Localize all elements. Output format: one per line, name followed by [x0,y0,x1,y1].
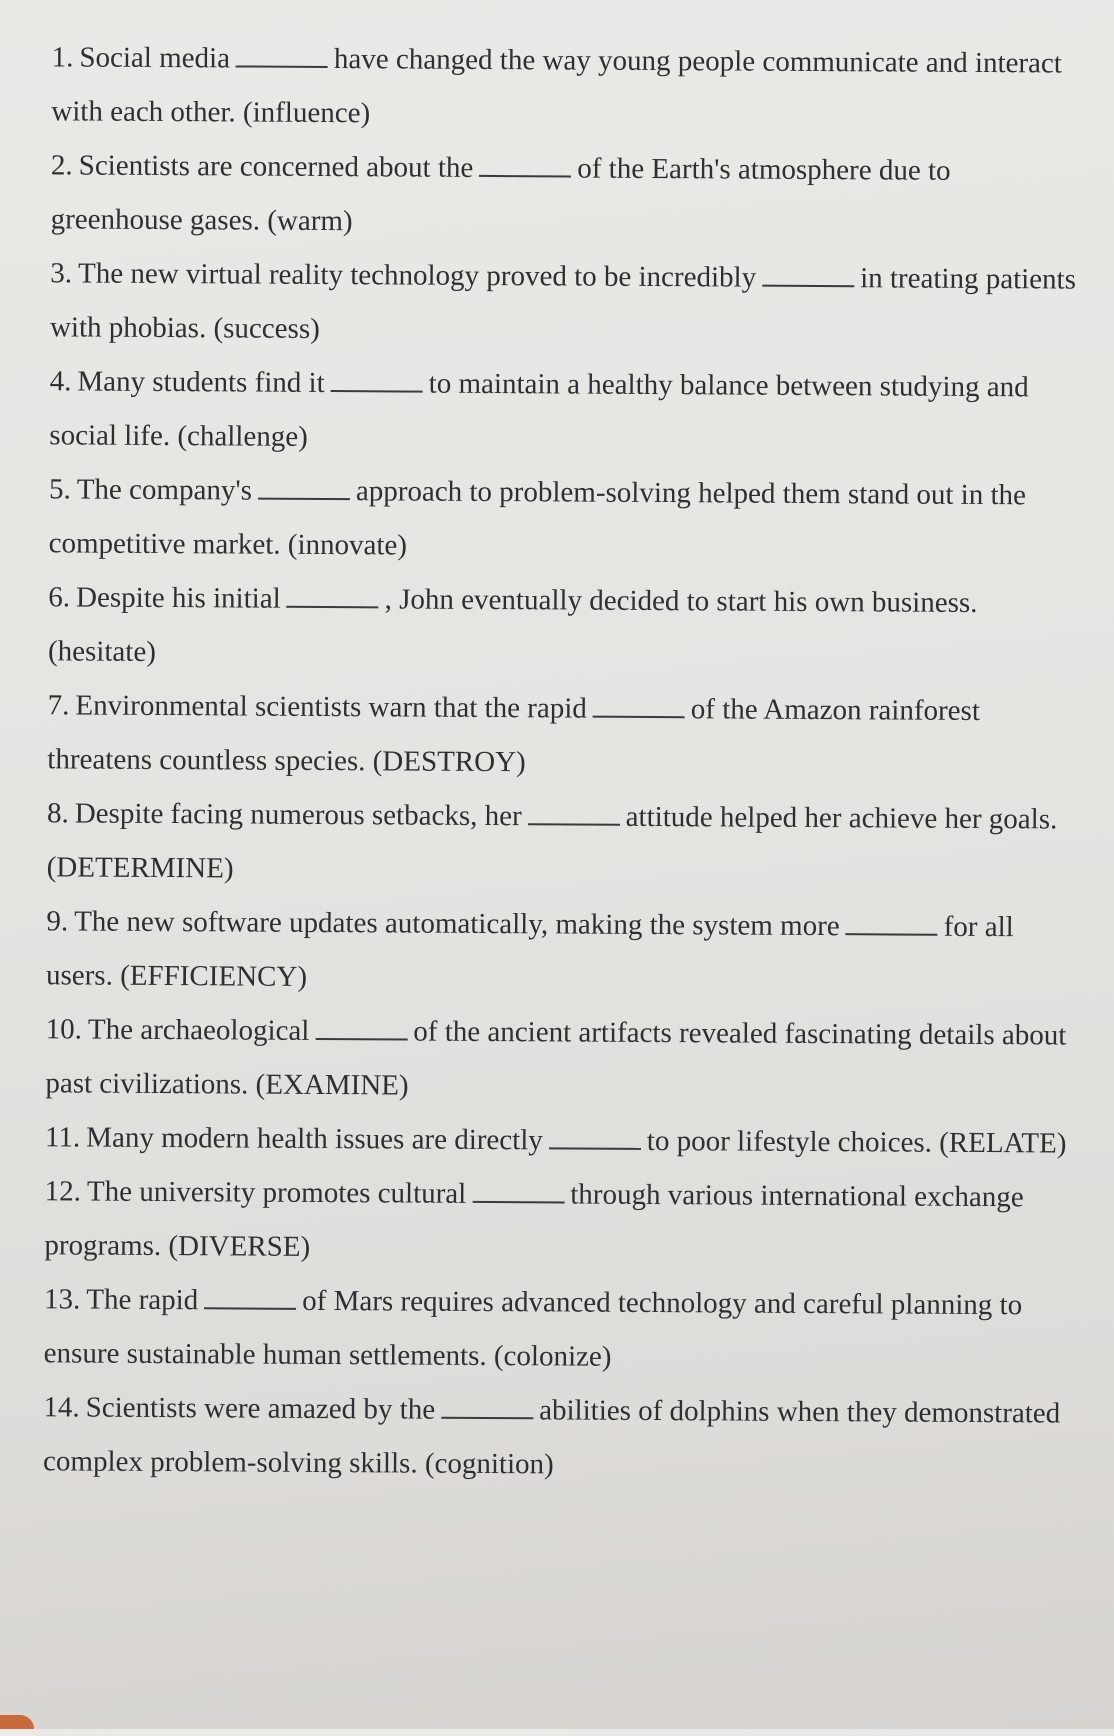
answer-blank [762,285,854,288]
answer-blank [472,1201,564,1204]
item-number: 14. [43,1391,80,1424]
item-number: 3. [50,257,73,290]
sentence-start: Scientists are concerned about the [78,149,474,184]
item-number: 9. [46,905,69,938]
sentence-end: abilities of dolphins when they demonstrated complex problem-solving skills. [42,1394,1061,1480]
exercise-item-13 [44,1272,1077,1386]
item-number: 12. [44,1175,82,1208]
sentence-end: of the Amazon rainforest threatens countless species. [47,693,981,778]
answer-blank [846,933,938,936]
sentence-start: Despite facing numerous setbacks, her [74,797,522,833]
exercise-item-5 [49,462,1082,576]
sentence-start: The new software updates automatically, making the system more [74,905,840,943]
answer-blank [441,1417,533,1420]
sentence-start: Many modern health issues are directly [86,1121,543,1157]
exercise-item-9 [46,894,1079,1008]
root-word: (warm) [267,204,353,238]
item-number: 5. [48,473,71,506]
answer-blank [331,390,423,393]
item-number: 4. [49,365,72,398]
root-word: (colonize) [493,1340,612,1373]
sentence-end: have changed the way young people communicate and interact with each other. [51,43,1063,129]
root-word: (EFFICIENCY) [120,959,308,993]
item-number: 11. [44,1121,81,1154]
exercise-item-2 [50,138,1083,252]
exercise-item-4 [49,354,1082,468]
sentence-start: The archaeological [87,1013,310,1047]
root-word: (DIVERSE) [168,1230,311,1263]
root-word: (success) [213,312,320,345]
exercise-item-6 [48,570,1081,684]
root-word: (cognition) [424,1447,554,1481]
answer-blank [204,1307,296,1310]
root-word: (influence) [242,96,371,130]
sentence-end: of Mars requires advanced technology and careful planning to ensure sustainable human settlements. [43,1284,1023,1372]
exercise-item-10 [45,1002,1078,1116]
answer-blank [236,65,328,68]
answer-blank [479,175,571,178]
item-number: 8. [46,797,69,830]
sentence-start: The university promotes cultural [86,1175,467,1210]
sentence-start: Scientists were amazed by the [85,1391,436,1426]
answer-blank [315,1038,407,1041]
sentence-start: The new virtual reality technology proved to be incredibly [77,257,757,294]
sentence-start: The rapid [86,1283,199,1317]
sentence-start: Environmental scientists warn that the rapid [75,689,587,725]
sentence-end: for all users. [45,910,1014,992]
answer-blank [258,498,350,501]
root-word: (challenge) [177,420,308,453]
answer-blank [593,716,685,719]
item-number: 13. [43,1283,81,1316]
item-number: 7. [47,689,70,722]
exercise-item-1 [51,30,1084,144]
item-number: 6. [48,581,71,614]
sentence-end: , John eventually decided to start his own business. [384,583,978,619]
sentence-start: Despite his initial [76,581,281,615]
sentence-end: approach to problem-solving helped them stand out in the competitive market. [48,475,1027,561]
exercise-item-11 [45,1110,1077,1170]
sentence-start: Social media [79,41,231,75]
answer-blank [549,1147,641,1150]
answer-blank [528,823,620,826]
sentence-end: in treating patients with phobias. [49,262,1077,345]
item-number: 10. [45,1013,83,1046]
sentence-end: to maintain a healthy balance between studying and social life. [49,367,1029,453]
sentence-end: to poor lifestyle choices. [646,1124,933,1159]
sentence-end: of the Earth's atmosphere due to greenhouse gases. [50,152,951,237]
sentence-end: attitude helped her achieve her goals. [625,800,1058,836]
exercise-item-8 [47,786,1080,900]
root-word: (DESTROY) [372,745,526,779]
exercise-item-3 [50,246,1083,360]
item-number: 2. [50,149,73,182]
exercise-item-14 [43,1380,1076,1494]
item-number: 1. [51,41,74,74]
root-word: (DETERMINE) [46,851,234,885]
exercise-item-12 [44,1164,1077,1278]
exercise-item-7 [47,678,1080,792]
root-word: (EXAMINE) [255,1068,409,1102]
root-word: (RELATE) [939,1126,1067,1160]
root-word: (hesitate) [47,635,157,668]
sentence-start: The company's [76,473,253,507]
root-word: (innovate) [287,528,408,562]
sentence-end: of the ancient artifacts revealed fascinating details about past civilizations. [45,1015,1067,1101]
answer-blank [287,606,379,609]
sentence-end: through various international exchange programs. [44,1178,1024,1263]
sentence-start: Many students find it [77,365,325,399]
